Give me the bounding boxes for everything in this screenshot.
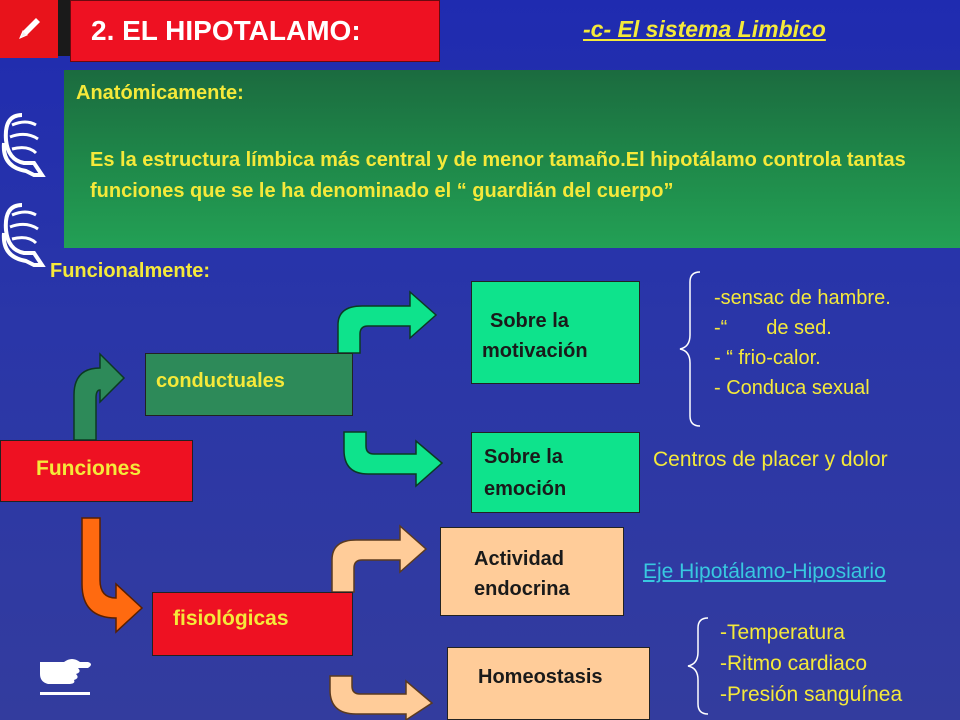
header-divider: [58, 0, 70, 56]
list-item: -sensac de hambre.: [714, 287, 891, 309]
anatomical-heading: Anatómicamente:: [76, 82, 244, 104]
arrow-to-conductuales: [74, 354, 124, 440]
endocrina-line2: endocrina: [474, 578, 570, 600]
list-item: -Presión sanguínea: [720, 683, 903, 706]
arrow-to-endocrina: [332, 526, 426, 592]
node-motivacion: [471, 281, 640, 384]
pointing-hand-nav-icon[interactable]: [38, 648, 98, 698]
slide-title: 2. EL HIPOTALAMO:: [70, 0, 440, 62]
homeostasis-list: [720, 617, 902, 710]
emocion-line1: Sobre la: [484, 446, 563, 468]
list-item: -Ritmo cardiaco: [720, 652, 868, 675]
motivation-list: [714, 283, 891, 403]
arrow-to-motivacion: [338, 292, 436, 353]
node-homeostasis: Homeostasis: [447, 647, 650, 720]
brace-motivacion: [680, 272, 700, 426]
list-item: - “ frio-calor.: [714, 347, 821, 369]
list-item: - Conduca sexual: [714, 377, 870, 399]
motivacion-line1: Sobre la: [490, 310, 569, 332]
endocrina-line1: Actividad: [474, 548, 565, 570]
node-endocrina: [440, 527, 624, 616]
arrow-to-emocion: [344, 432, 442, 486]
pointing-hand-icon: [0, 105, 60, 285]
motivacion-line2: motivación: [482, 340, 588, 362]
slide-subtitle[interactable]: -c- El sistema Limbico: [583, 16, 826, 42]
endocrine-axis-link[interactable]: Eje Hipotálamo-Hiposiario: [643, 560, 886, 583]
arrow-to-fisiologicas: [82, 518, 142, 632]
brace-homeostasis: [688, 618, 708, 714]
emotion-note: Centros de placer y dolor: [653, 448, 888, 471]
node-emocion: [471, 432, 640, 513]
arrow-to-homeostasis: [330, 676, 432, 720]
list-item: -“ de sed.: [714, 317, 832, 339]
node-funciones: Funciones: [0, 440, 193, 502]
pencil-icon: [14, 14, 44, 44]
anatomical-description: Es la estructura límbica más central y de menor tamaño.El hipotálamo controla tantas funciones que se le ha denominado el “ guardián del cuerpo”: [90, 149, 906, 202]
node-conductuales: conductuales: [145, 353, 353, 416]
list-item: -Temperatura: [720, 621, 845, 644]
pencil-icon-box: [0, 0, 58, 58]
functional-heading: Funcionalmente:: [50, 260, 211, 282]
emocion-line2: emoción: [484, 478, 567, 500]
node-fisiologicas: fisiológicas: [152, 592, 353, 656]
